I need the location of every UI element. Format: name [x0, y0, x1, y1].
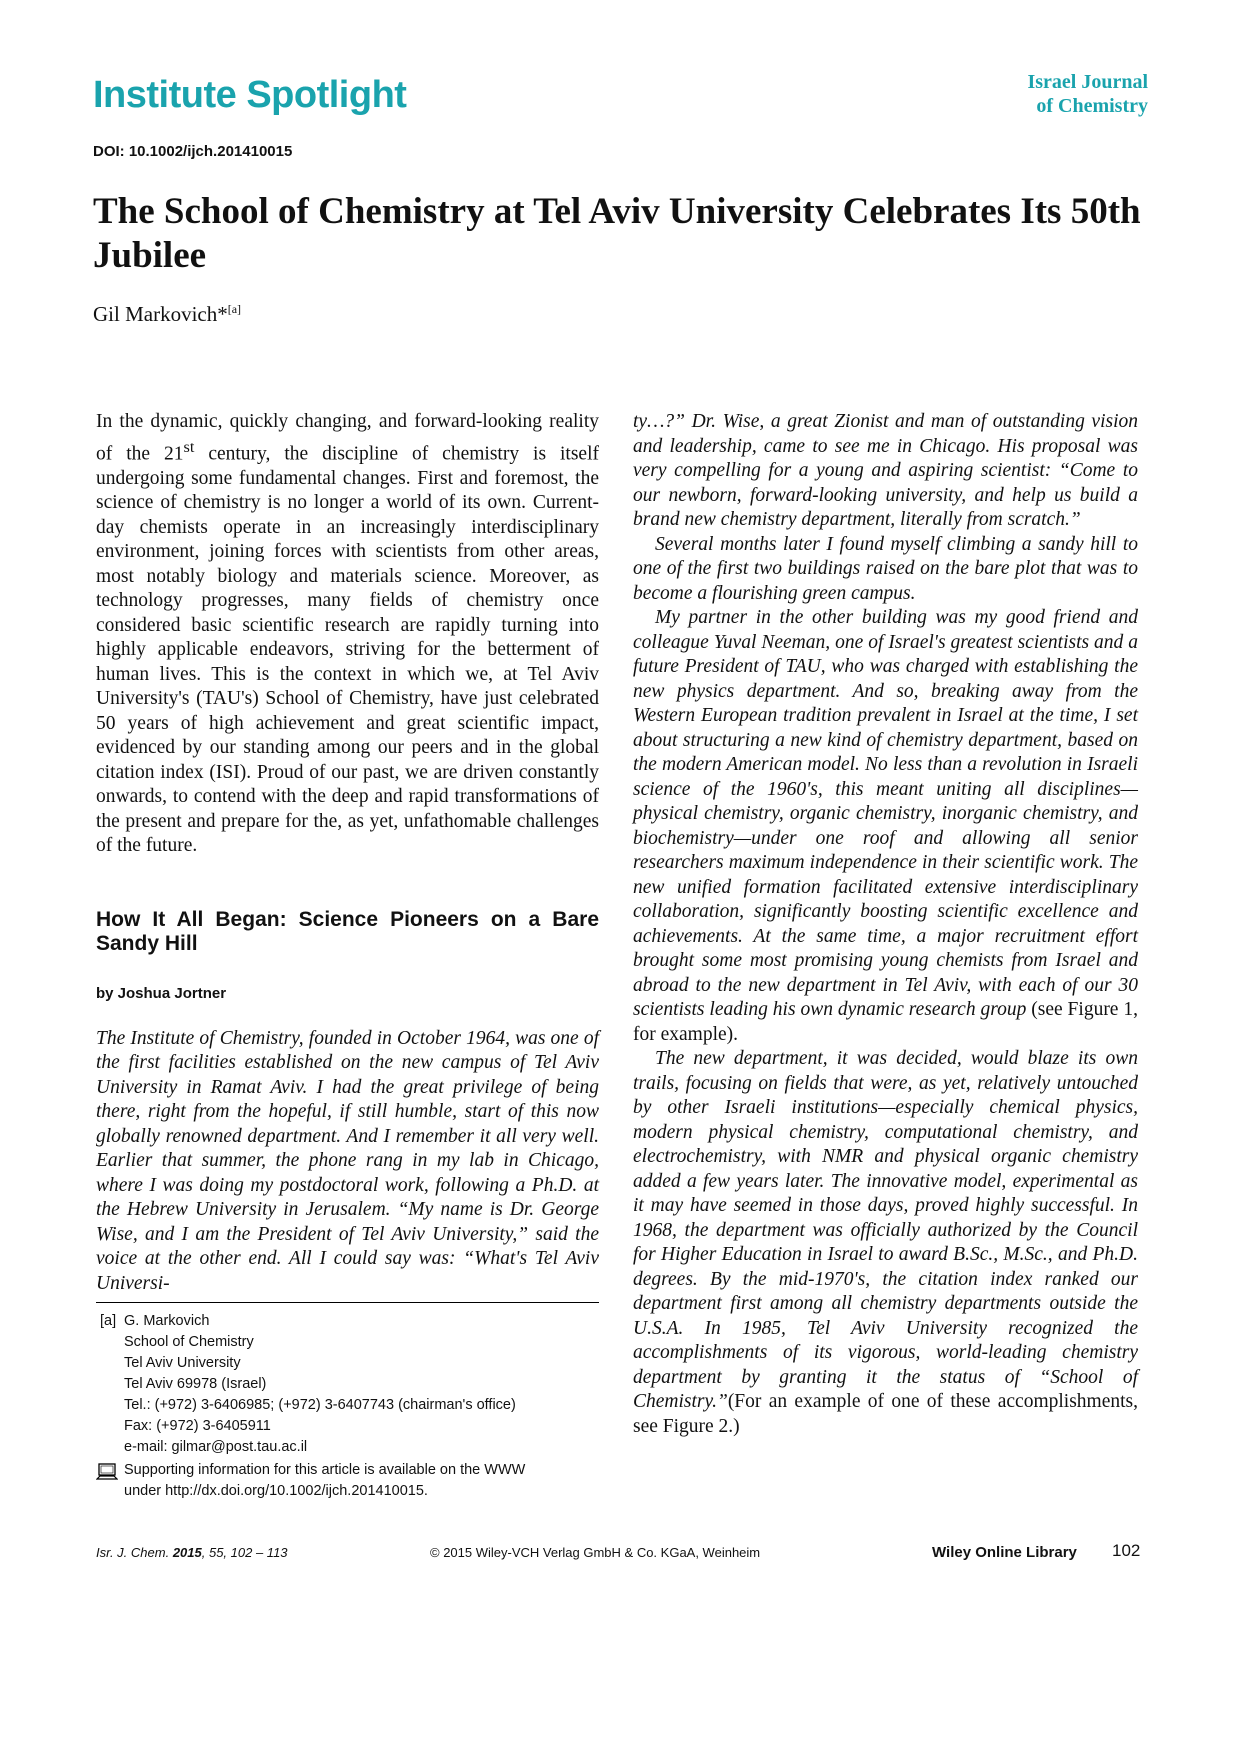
footer-year: 2015: [172, 1545, 202, 1560]
footer-volume-pages: , 55, 102 – 113: [201, 1545, 288, 1560]
section-block: [96, 908, 599, 1296]
journal-name-line1: Israel Journal: [1027, 71, 1148, 93]
author-affiliation-mark: [a]: [227, 302, 242, 316]
journal-name-line2: of Chemistry: [1036, 95, 1148, 117]
footnote-city: Tel Aviv 69978 (Israel): [124, 1376, 267, 1392]
author: [93, 302, 241, 327]
footnote-university: Tel Aviv University: [124, 1355, 241, 1371]
footer-journal: Isr. J. Chem.: [96, 1545, 170, 1560]
affiliation-footnote: [96, 1311, 606, 1458]
footnote-name: G. Markovich: [124, 1313, 210, 1329]
right-paragraph-4-tail: (For an example of one of these accomplishments, see Figure 2.): [633, 1391, 1138, 1437]
right-paragraph-3: [633, 606, 1138, 1047]
right-paragraph-2: Several months later I found myself climbing a sandy hill to one of the first two buildings raised on the bare plot that was to become a flourishing green campus.: [633, 533, 1138, 604]
intro-paragraph: [96, 410, 599, 859]
intro-text-part1: In the dynamic, quickly changing, and forward-looking reality of the 21: [96, 411, 599, 464]
footnote-dept: School of Chemistry: [124, 1334, 254, 1350]
journal-name: [908, 70, 1148, 118]
doi: DOI: 10.1002/ijch.201410015: [93, 143, 293, 160]
intro-text-part2: century, the discipline of chemistry is itself undergoing some fundamental changes. First and foremost, the science of chemistry is no longer a world of its own. Current-day chemists operate in an increasingly interdisciplinary environment, joining forces with scientists from other areas, most notably biology and materials science. Moreover, as technology progresses, many fields of chemistry once considered basic scientific research are rapidly turning into highly applicable endeavors, striving for the betterment of human lives. This is the context in which we, at Tel Aviv University's (TAU's) School of Chemistry, have just celebrated 50 years of high achievement and great scientific impact, evidenced by our standing among our peers and in the global citation index (ISI). Proud of our past, we are driven constantly onwards, to contend with the deep and rapid transformations of the present and prepare for the, as yet, unfathomable challenges of the future.: [96, 443, 599, 856]
footnote-marker: [a]: [100, 1313, 117, 1329]
right-paragraph-4: [633, 1047, 1138, 1439]
author-name: Gil Markovich*: [93, 302, 228, 326]
section-label: Institute Spotlight: [93, 74, 407, 116]
right-paragraph-4-italic: The new department, it was decided, would blaze its own trails, focusing on fields that were, as yet, relatively untouched by other Israeli institutions—especially chemical physics, modern physical chemistry, computational chemistry, and electrochemistry, with NMR and physical organic chemistry added a few years later. The innovative model, experimental as it may have seemed in those days, proved highly successful. In 1968, the department was officially authorized by the Council for Higher Education in Israel to award B.Sc., M.Sc., and Ph.D. degrees. By the mid-1970's, the citation index ranked our department first among all chemistry departments outside the U.S.A. In 1985, Tel Aviv University recognized the accomplishments of its vigorous, world-leading chemistry department by granting it the status of “School of Chemistry.”: [633, 1048, 1138, 1412]
right-column: [633, 410, 1138, 1439]
right-paragraph-3-italic: My partner in the other building was my good friend and colleague Yuval Neeman, one of Israel's greatest scientists and a future President of TAU, who was charged with establishing the new physics department. And so, breaking away from the Western European tradition prevalent in Israel at the time, I set about structuring a new kind of chemistry department, based on the modern American model. No less than a revolution in Israeli science of the 1960's, this meant uniting all disciplines—physical chemistry, organic chemistry, inorganic chemistry, and biochemistry—under one roof and allowing all senior researchers maximum independence in their scientific work. The new unified formation facilitated extensive interdisciplinary collaboration, significantly boosting scientific excellence and achievements. At the same time, a major recruitment effort brought some most promising young chemists from Israel and abroad to the new department in Tel Aviv, with each of our 30 scientists leading his own dynamic research group: [633, 607, 1138, 1020]
intro-superscript: st: [183, 437, 195, 456]
footer-library[interactable]: Wiley Online Library: [932, 1544, 1077, 1561]
computer-icon: [96, 1463, 118, 1481]
page-number: 102: [1112, 1541, 1141, 1560]
article-title: The School of Chemistry at Tel Aviv University Celebrates Its 50th Jubilee: [93, 191, 1141, 276]
support-link[interactable]: under http://dx.doi.org/10.1002/ijch.201410015.: [124, 1483, 428, 1499]
right-paragraph-3-tail: (see Figure 1, for example).: [633, 999, 1138, 1045]
section-paragraph: The Institute of Chemistry, founded in October 1964, was one of the first facilities established on the new campus of Tel Aviv University in Ramat Aviv. I had the great privilege of being there, right from the hopeful, if still humble, start of this now globally renowned department. And I remember it all very well. Earlier that summer, the phone rang in my lab in Chicago, where I was doing my postdoctoral work, following a Ph.D. at the Hebrew University in Jerusalem. “My name is Dr. George Wise, and I am the President of Tel Aviv University,” said the voice at the other end. All I could say was: “What's Tel Aviv Universi-: [96, 1027, 599, 1294]
section-heading: How It All Began: Science Pioneers on a Bare Sandy Hill: [96, 908, 599, 955]
supporting-info: [96, 1460, 606, 1502]
footer-copyright: © 2015 Wiley-VCH Verlag GmbH & Co. KGaA, Weinheim: [430, 1545, 761, 1560]
section-byline: by Joshua Jortner: [96, 985, 227, 1002]
right-paragraph-1: ty…?” Dr. Wise, a great Zionist and man of outstanding vision and leadership, came to see me in Chicago. His proposal was very compelling for a young and aspiring scientist: “Come to our newborn, forward-looking university, and help us build a brand new chemistry department, literally from scratch.”: [633, 411, 1138, 530]
footnote-email[interactable]: e-mail: gilmar@post.tau.ac.il: [124, 1439, 308, 1455]
support-line-1: Supporting information for this article is available on the WWW: [124, 1462, 526, 1478]
footnote-fax: Fax: (+972) 3-6405911: [124, 1418, 271, 1434]
footnote-tel: Tel.: (+972) 3-6406985; (+972) 3-6407743 (chairman's office): [124, 1397, 516, 1413]
footnote-divider: [96, 1302, 599, 1303]
footer-citation: [96, 1545, 288, 1560]
